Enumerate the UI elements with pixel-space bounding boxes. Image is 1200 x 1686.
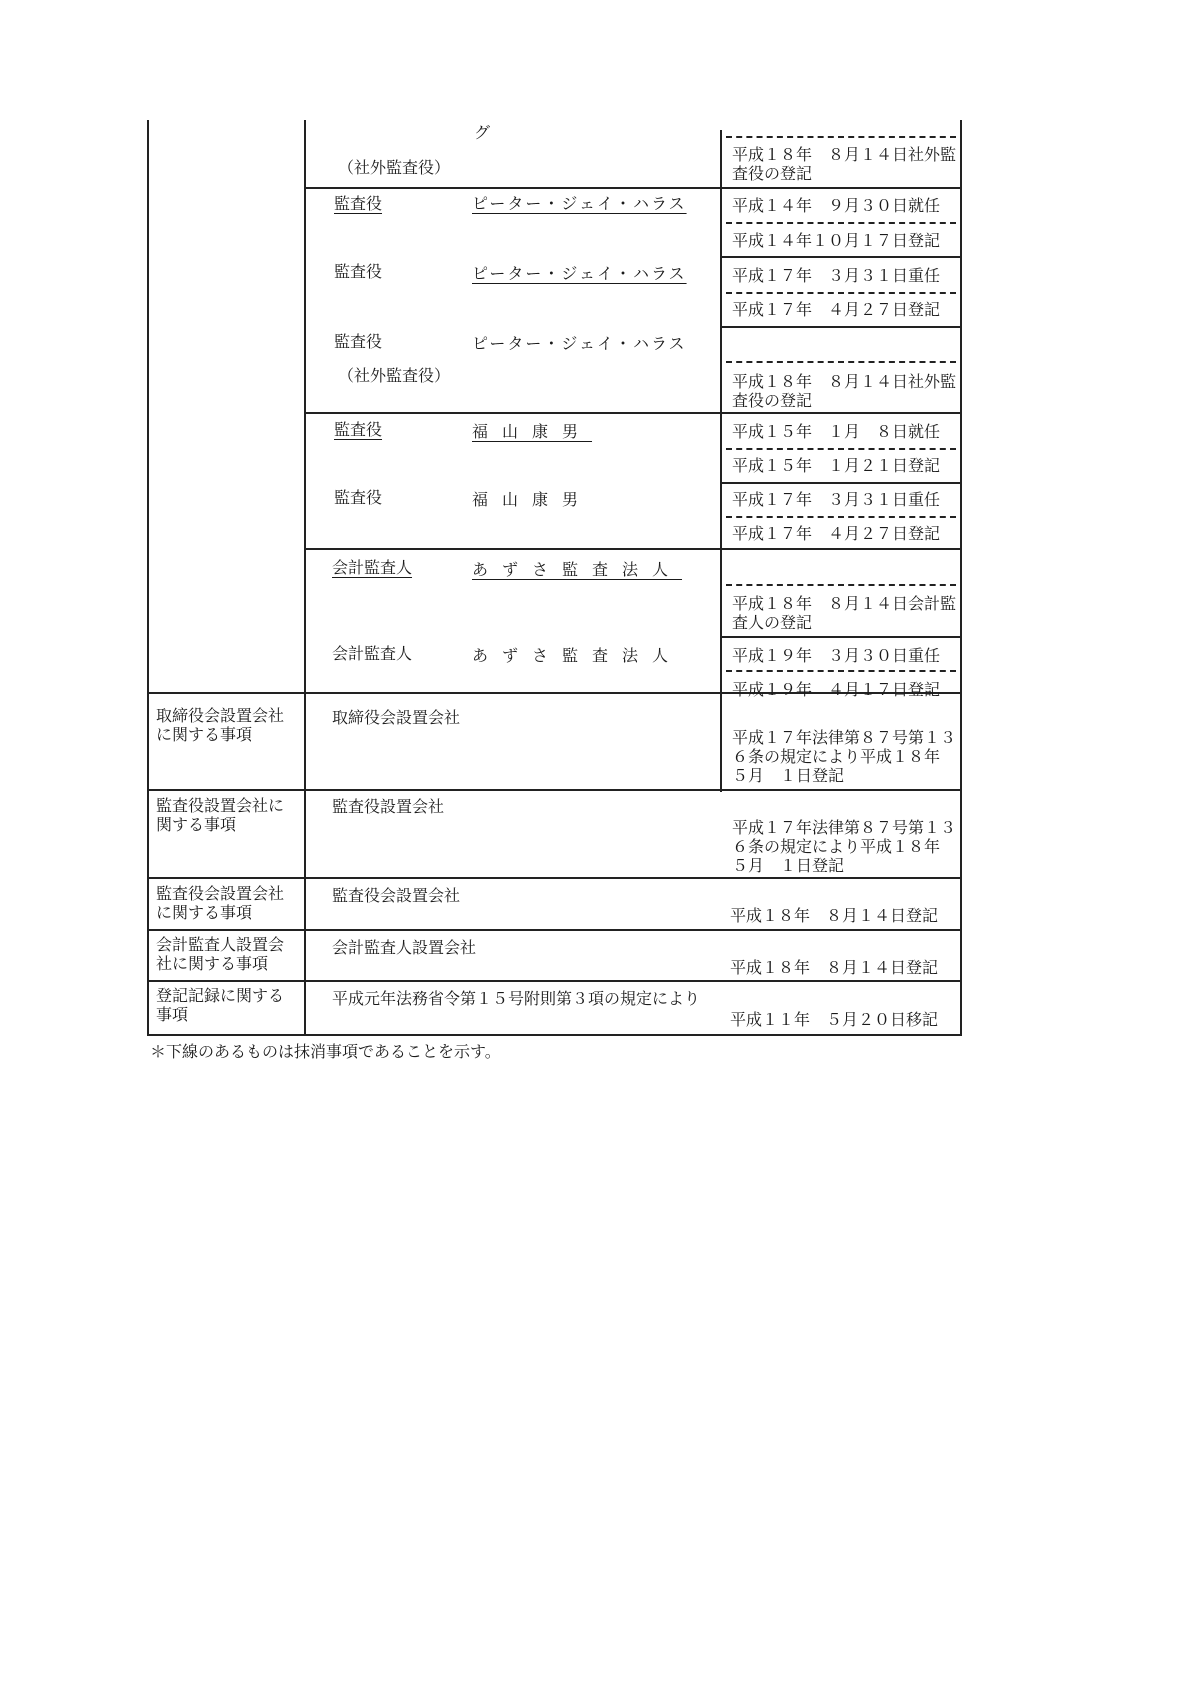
officer-event: 平成１８年 ８月１４日会計監査人の登記 — [732, 594, 957, 632]
section-registration: 平成１８年 ８月１４日登記 — [730, 906, 939, 925]
officer-event: 平成１７年 ３月３１日重任 — [732, 266, 941, 285]
section-label: 監査役設置会社に関する事項 — [156, 796, 285, 834]
officer-name: あずさ監査法人 — [472, 646, 683, 665]
section-registration: 平成１１年 ５月２０日移記 — [730, 1010, 939, 1029]
officer-name: 福山康男 — [472, 490, 593, 509]
officer-event: 平成１４年１０月１７日登記 — [732, 231, 941, 250]
officer-title: 監査役 — [334, 194, 383, 213]
section-label: 取締役会設置会社に関する事項 — [156, 706, 285, 744]
officer-event: 平成１７年 ３月３１日重任 — [732, 490, 941, 509]
officer-title: 監査役 — [334, 262, 383, 281]
section-registration: 平成１８年 ８月１４日登記 — [730, 958, 939, 977]
section-content: 監査役会設置会社 — [332, 886, 461, 905]
section-content: 取締役会設置会社 — [332, 708, 461, 727]
officer-name: あずさ監査法人 — [472, 560, 683, 579]
officer-name: 福山康男 — [472, 422, 593, 441]
section-label: 登記記録に関する事項 — [156, 986, 285, 1024]
officer-title: 監査役 — [334, 420, 383, 439]
officer-event: 平成１８年 ８月１４日社外監査役の登記 — [732, 145, 957, 183]
officer-title: 会計監査人 — [332, 558, 413, 577]
footnote: ＊下線のあるものは抹消事項であることを示す。 — [150, 1042, 501, 1061]
section-content: 平成元年法務省令第１５号附則第３項の規定により — [332, 989, 701, 1008]
officer-note: （社外監査役） — [338, 366, 451, 385]
officer-event: 平成１９年 ３月３０日重任 — [732, 646, 941, 665]
officer-event: 平成１５年 １月２１日登記 — [732, 456, 941, 475]
officer-event: 平成１７年 ４月２７日登記 — [732, 524, 941, 543]
section-label: 会計監査人設置会社に関する事項 — [156, 935, 285, 973]
officer-event: 平成１７年 ４月２７日登記 — [732, 300, 941, 319]
officer-name: ピーター・ジェイ・ハラス — [472, 334, 687, 353]
section-label: 監査役会設置会社に関する事項 — [156, 884, 285, 922]
section-content: 会計監査人設置会社 — [332, 938, 477, 957]
officer-title: 監査役 — [334, 488, 383, 507]
officer-name: グ — [474, 123, 491, 142]
section-registration: 平成１７年法律第８７号第１３６条の規定により平成１８年 ５月 １日登記 — [732, 728, 957, 785]
section-content: 監査役設置会社 — [332, 797, 445, 816]
officer-name: ピーター・ジェイ・ハラス — [472, 194, 687, 213]
officer-title: 会計監査人 — [332, 644, 413, 663]
officer-note: （社外監査役） — [338, 158, 451, 177]
officer-event: 平成１９年 ４月１７日登記 — [732, 680, 941, 699]
section-registration: 平成１７年法律第８７号第１３６条の規定により平成１８年 ５月 １日登記 — [732, 818, 957, 875]
officer-event: 平成１４年 ９月３０日就任 — [732, 196, 941, 215]
officer-title: 監査役 — [334, 332, 383, 351]
officer-name: ピーター・ジェイ・ハラス — [472, 264, 687, 283]
officer-event: 平成１５年 １月 ８日就任 — [732, 422, 941, 441]
officer-event: 平成１８年 ８月１４日社外監査役の登記 — [732, 372, 957, 410]
